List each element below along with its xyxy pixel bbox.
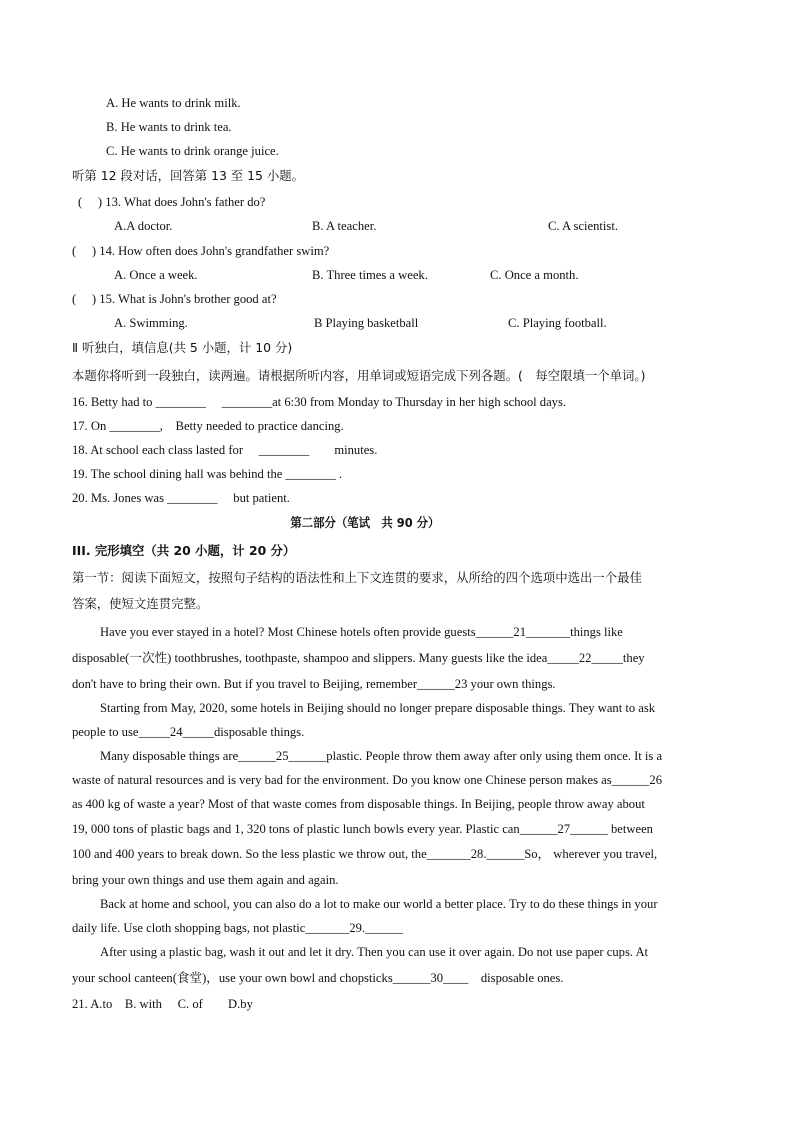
fill-item-17: 17. On ________, Betty needed to practice dancing. <box>72 419 344 433</box>
passage-line-12: Back at home and school, you can also do a lot to make our world a better place. Try to do these things in your <box>100 897 658 911</box>
passage-line-7: waste of natural resources and is very bad for the environment. Do you know one Chinese person makes as______26 <box>72 773 663 787</box>
passage-line-13: daily life. Use cloth shopping bags, not plastic_______29.______ <box>72 921 403 935</box>
passage-line-6: Many disposable things are______25______plastic. People throw them away after only using them once. It is a <box>100 749 663 763</box>
passage-line-14: After using a plastic bag, wash it out and let it dry. Then you can use it over again. Do not use paper cups. At <box>100 945 649 959</box>
passage-line-8: as 400 kg of waste a year? Most of that waste comes from disposable things. In Beijing, people throw away about <box>72 797 645 811</box>
q13-option-a: A.A doctor. <box>114 219 173 233</box>
section-2-instruction: 本题你将听到一段独白，读两遍。请根据所听内容，用单词或短语完成下列各题。( 每空限填一个单词。) <box>72 368 646 383</box>
q13-stem: ( ) 13. What does John's father do? <box>78 195 266 209</box>
passage-line-3: don't have to bring their own. But if you travel to Beijing, remember______23 your own things. <box>72 677 556 691</box>
section-3-title: III. 完形填空（共 20 小题，计 20 分） <box>72 543 296 558</box>
passage-line-10: 100 and 400 years to break down. So the less plastic we throw out, the_______28.______So， wherever you travel, <box>72 847 658 861</box>
q13-option-b: B. A teacher. <box>312 219 377 233</box>
q14-option-b: B. Three times a week. <box>312 268 428 282</box>
q15-option-a: A. Swimming. <box>114 316 188 330</box>
fill-item-16: 16. Betty had to ________ ________at 6:30 from Monday to Thursday in her high school days. <box>72 395 567 409</box>
q14-option-a: A. Once a week. <box>114 268 198 282</box>
fill-item-19: 19. The school dining hall was behind the ________ . <box>72 467 343 481</box>
fill-item-20: 20. Ms. Jones was ________ but patient. <box>72 491 290 505</box>
passage-line-5: people to use_____24_____disposable things. <box>72 725 305 739</box>
q21-options: 21. A.to B. with C. of D.by <box>72 997 253 1011</box>
q12-option-a: A. He wants to drink milk. <box>106 96 241 110</box>
q12-option-b: B. He wants to drink tea. <box>106 120 232 134</box>
q15-option-c: C. Playing football. <box>508 316 607 330</box>
q14-stem: ( ) 14. How often does John's grandfather swim? <box>72 244 330 258</box>
passage-line-15: your school canteen(食堂)，use your own bowl and chopsticks______30____ disposable ones. <box>72 971 564 985</box>
part-2-title: 第二部分（笔试 共 90 分） <box>290 515 440 530</box>
q15-stem: ( ) 15. What is John's brother good at? <box>72 292 277 306</box>
q14-option-c: C. Once a month. <box>490 268 579 282</box>
section-3-instruction-line-1: 第一节：阅读下面短文，按照句子结构的语法性和上下文连贯的要求，从所给的四个选项中选出一个最佳 <box>72 570 642 585</box>
passage-line-11: bring your own things and use them again and again. <box>72 873 339 887</box>
passage-line-2: disposable(一次性) toothbrushes, toothpaste, shampoo and slippers. Many guests like the idea_____22_____they <box>72 651 645 665</box>
q15-option-b: B Playing basketball <box>314 316 419 330</box>
q13-option-c: C. A scientist. <box>548 219 618 233</box>
q12-option-c: C. He wants to drink orange juice. <box>106 144 279 158</box>
fill-item-18: 18. At school each class lasted for ________ minutes. <box>72 443 378 457</box>
passage-line-1: Have you ever stayed in a hotel? Most Chinese hotels often provide guests______21_______things like <box>100 625 623 639</box>
listening-intro-13-15: 听第 12 段对话，回答第 13 至 15 小题。 <box>72 168 305 183</box>
section-2-title: Ⅱ 听独白，填信息(共 5 小题，计 10 分) <box>72 340 293 355</box>
passage-line-4: Starting from May, 2020, some hotels in Beijing should no longer prepare disposable things. They want to ask <box>100 701 656 715</box>
section-3-instruction-line-2: 答案，使短文连贯完整。 <box>72 596 209 611</box>
passage-line-9: 19, 000 tons of plastic bags and 1, 320 tons of plastic lunch bowls every year. Plastic can______27______ between <box>72 822 653 836</box>
